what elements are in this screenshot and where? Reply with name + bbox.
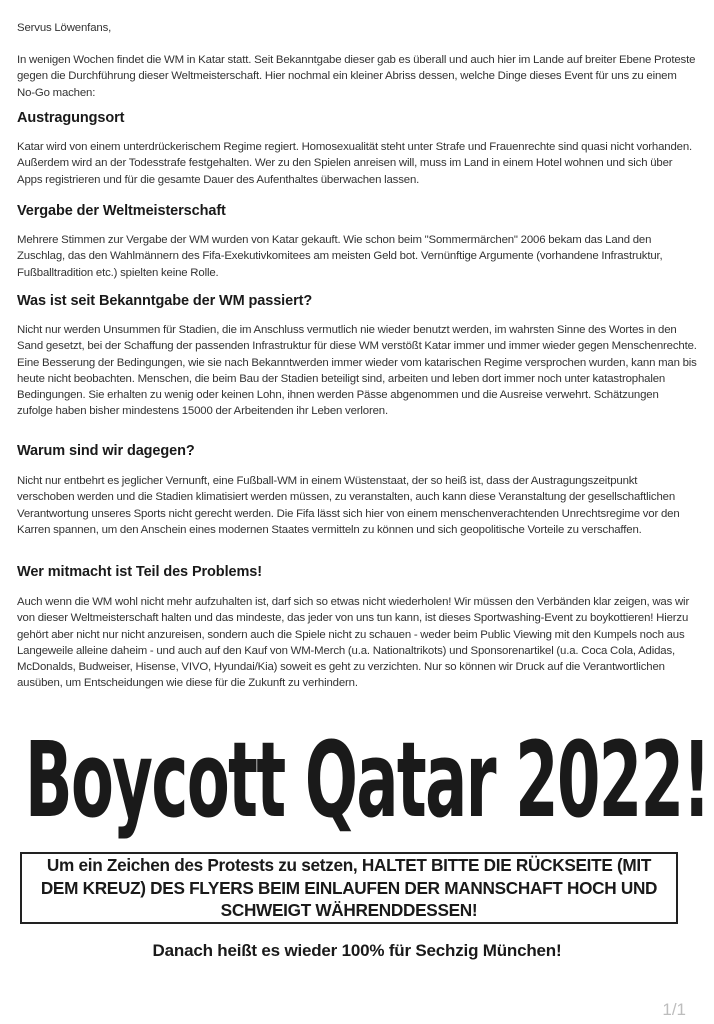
section-heading-dagegen: Warum sind wir dagegen? <box>17 443 195 459</box>
section-body-problem: Auch wenn die WM wohl nicht mehr aufzuhalten ist, darf sich so etwas nicht wiederholen! Wir müssen den Verbänden klar zeigen, was wir von dieser Weltmeisterschaft halten und das mindeste, das jeder von uns tun kann, ist dieses Sportwashing-Event zu boykottieren! Hierzu gehört aber nicht nur nicht anzureisen, sondern auch die Spiele nicht zu schauen - weder beim Public Viewing mit den Kumpels noch aus Langeweile alleine daheim - und auch auf den Kauf von WM-Merch (u.a. Nationaltrikots) und Sponsorenartikel (u.a. Coca Cola, Adidas, McDonalds, Budweiser, Hisense, VIVO, Hyundai/Kia) soweit es geht zu verzichten. Nur so können wir Druck auf die Verantwortlichen ausüben, um Entscheidungen wie diese für die Zukunft zu verhindern. <box>17 596 690 690</box>
section-body-vergabe: Mehrere Stimmen zur Vergabe der WM wurden von Katar gekauft. Wie schon beim "Sommermärchen" 2006 bekam das Land den Zuschlag, das den Wahlmännern des Fifa-Exekutivkomitees am meisten Geld bot. Vernünftige Argumente (vorhandene Infrastruktur, Fußballtradition etc.) spielten keine Rolle. <box>17 234 663 279</box>
section-body-passiert: Nicht nur werden Unsummen für Stadien, die im Anschluss vermutlich nie wieder benutzt werden, im wahrsten Sinne des Wortes in den Sand gesetzt, bei der Schaffung der passenden Infrastruktur für diese WM verstößt Katar immer und immer wieder gegen Menschenrechte. Eine Besserung der Bedingungen, wie sie nach Bekanntwerden immer wieder vom katarischen Regime versprochen wurden, kann man bis heute nicht beobachten. Menschen, die beim Bau der Stadien beteiligt sind, arbeiten und leben dort immer noch unter katastrophalen Bedingungen. Sie erhalten zu wenig oder keinen Lohn, ihnen werden Pässe abgenommen und die Ausreise verwehrt. Schätzungen zufolge haben bisher mindestens 15000 der Arbeitenden ihr Leben verloren. <box>17 324 697 418</box>
notice-text: Um ein Zeichen des Protests zu setzen, HALTET BITTE DIE RÜCKSEITE (MIT DEM KREUZ) DES FLYERS BEIM EINLAUFEN DER MANNSCHAFT HOCH UND SCHWEIGT WÄHRENDDESSEN! <box>40 855 658 921</box>
section-heading-austragungsort: Austragungsort <box>17 110 125 126</box>
greeting: Servus Löwenfans, <box>17 22 112 34</box>
page-indicator: 1/1 <box>662 1000 686 1019</box>
section-heading-vergabe: Vergabe der Weltmeisterschaft <box>17 203 226 219</box>
section-heading-passiert: Was ist seit Bekanntgabe der WM passiert? <box>17 293 313 309</box>
boycott-banner-title: Boycott Qatar 2022! <box>25 719 710 841</box>
closing-line: Danach heißt es wieder 100% für Sechzig München! <box>152 941 562 960</box>
section-heading-problem: Wer mitmacht ist Teil des Problems! <box>17 564 262 580</box>
section-body-austragungsort: Katar wird von einem unterdrückerischem Regime regiert. Homosexualität steht unter Strafe und Frauenrechte sind quasi nicht vorhanden. Außerdem wird an der Todesstrafe festgehalten. Wer zu den Spielen anreisen will, muss im Land in einem Hotel wohnen und sich über Apps registrieren und für die gesamte Dauer des Aufenthaltes überwachen lassen. <box>17 141 693 186</box>
intro-paragraph: In wenigen Wochen findet die WM in Katar statt. Seit Bekanntgabe dieser gab es überall und auch hier im Lande auf breiter Ebene Proteste gegen die Durchführung dieser Weltmeisterschaft. Hier nochmal ein kleiner Abriss dessen, welche Dinge dieses Event für uns zu einem No-Go machen: <box>17 54 696 99</box>
notice-box <box>20 852 678 924</box>
section-body-dagegen: Nicht nur entbehrt es jeglicher Vernunft, eine Fußball-WM in einem Wüstenstaat, der so heiß ist, dass der Austragungszeitpunkt verschoben werden und die Stadien klimatisiert werden müssen, zu veranstalten, auch kann diese Veranstaltung der gesellschaftlichen Verantwortung unseres Sports nicht gerecht werden. Die Fifa lässt sich hier von einem menschenverachtenden Unrechtsregime vor den Karren spannen, um den Anschein eines modernen Staates vermitteln zu können und sich geopolitische Vorteile zu verschaffen. <box>17 475 680 536</box>
